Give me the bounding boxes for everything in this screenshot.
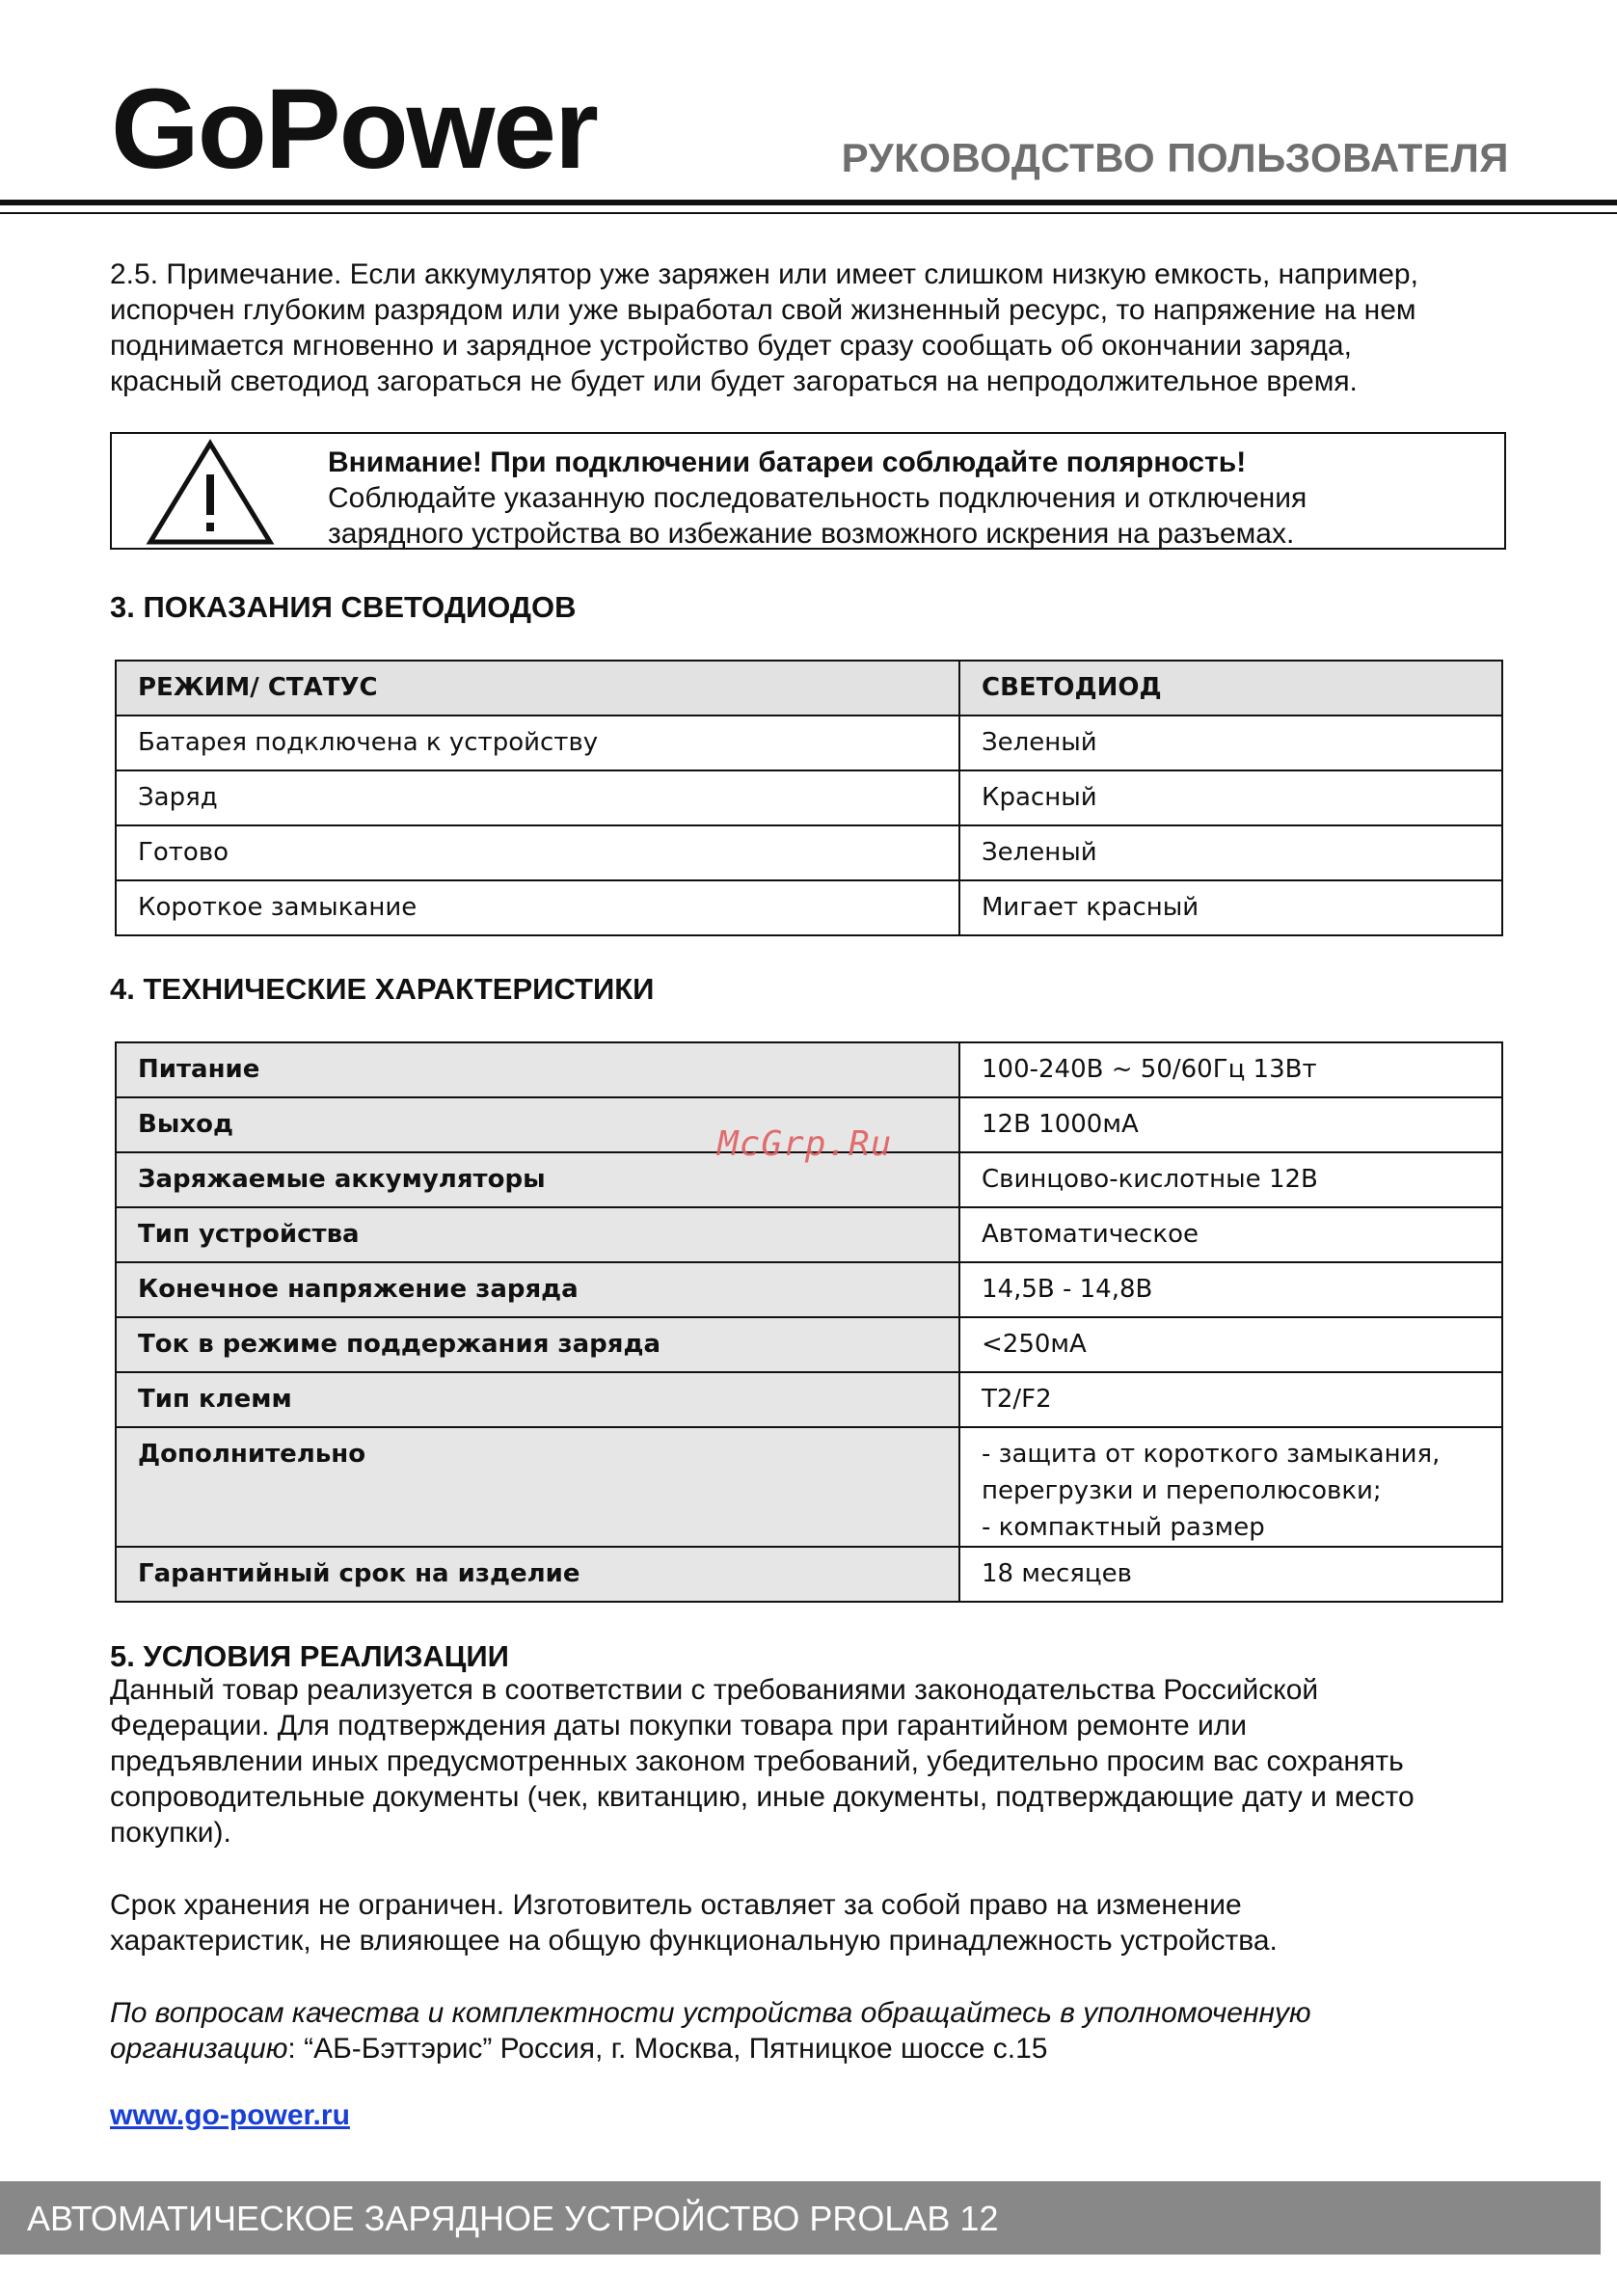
spec-label: Питание	[116, 1042, 959, 1097]
contact-address: : “АБ-Бэттэрис” Россия, г. Москва, Пятницкое шоссе с.15	[287, 2033, 1048, 2065]
table-cell: Готово	[116, 825, 959, 880]
spec-label: Дополнительно	[116, 1427, 959, 1547]
table-row	[116, 1262, 1502, 1317]
paragraph-line: характеристик, не влияющее на общую функциональную принадлежность устройства.	[110, 1925, 1278, 1957]
spec-value-line: - компактный размер	[982, 1513, 1265, 1542]
section-heading-sales: 5. УСЛОВИЯ РЕАЛИЗАЦИИ	[110, 1639, 509, 1673]
table-row	[116, 1427, 1502, 1547]
paragraph-line: покупки).	[110, 1817, 231, 1849]
note-paragraph	[110, 257, 1518, 399]
warning-line: зарядного устройства во избежание возможного искрения на разъемах.	[328, 518, 1295, 550]
storage-paragraph	[110, 1887, 1518, 1958]
spec-value	[959, 1427, 1502, 1547]
table-cell: Мигает красный	[959, 880, 1502, 935]
table-cell: Зеленый	[959, 825, 1502, 880]
spec-value: Свинцово-кислотные 12В	[959, 1152, 1502, 1207]
note-line: 2.5. Примечание. Если аккумулятор уже заряжен или имеет слишком низкую емкость, например,	[110, 258, 1418, 290]
contact-org-label: организацию	[110, 2033, 288, 2065]
note-line: красный светодиод загораться не будет или будет загораться на непродолжительное время.	[110, 365, 1358, 397]
spec-label: Гарантийный срок на изделие	[116, 1547, 959, 1602]
table-header-row	[116, 661, 1502, 716]
footer-bar	[0, 2181, 1601, 2255]
table-row	[116, 1207, 1502, 1262]
table-row	[116, 825, 1502, 880]
spec-value: 14,5В - 14,8В	[959, 1262, 1502, 1317]
table-cell: Красный	[959, 770, 1502, 825]
note-line: поднимается мгновенно и зарядное устройство будет сразу сообщать об окончании заряда,	[110, 330, 1352, 362]
table-row	[116, 1317, 1502, 1372]
footer-product-name: АВТОМАТИЧЕСКОЕ ЗАРЯДНОЕ УСТРОЙСТВО PROLAB 12	[27, 2199, 999, 2238]
section-heading-specs: 4. ТЕХНИЧЕСКИЕ ХАРАКТЕРИСТИКИ	[110, 972, 655, 1006]
table-cell: Заряд	[116, 770, 959, 825]
spec-value: 18 месяцев	[959, 1547, 1502, 1602]
logo-text: GoPower	[111, 79, 597, 185]
led-table	[115, 660, 1503, 936]
section-heading-leds: 3. ПОКАЗАНИЯ СВЕТОДИОДОВ	[110, 590, 577, 624]
table-cell: Батарея подключена к устройству	[116, 716, 959, 770]
note-line: испорчен глубоким разрядом или уже выработал свой жизненный ресурс, то напряжение на нем	[110, 294, 1416, 326]
spec-value: T2/F2	[959, 1372, 1502, 1427]
contact-paragraph	[110, 1995, 1518, 2066]
spec-label: Тип клемм	[116, 1372, 959, 1427]
table-cell: Зеленый	[959, 716, 1502, 770]
spec-label: Заряжаемые аккумуляторы	[116, 1152, 959, 1207]
paragraph-line: Федерации. Для подтверждения даты покупки товара при гарантийном ремонте или	[110, 1710, 1247, 1742]
warning-title: Внимание! При подключении батареи соблюдайте полярность!	[328, 446, 1247, 478]
contact-line: По вопросам качества и комплектности устройства обращайтесь в уполномоченную	[110, 1997, 1311, 2029]
contact-line	[110, 2031, 1518, 2066]
table-row	[116, 1372, 1502, 1427]
table-row	[116, 880, 1502, 935]
spec-label: Ток в режиме поддержания заряда	[116, 1317, 959, 1372]
warning-box	[110, 432, 1506, 550]
header-divider-thin	[0, 212, 1617, 214]
warning-text	[328, 445, 1307, 552]
spec-value: <250мА	[959, 1317, 1502, 1372]
spec-label: Конечное напряжение заряда	[116, 1262, 959, 1317]
table-row	[116, 770, 1502, 825]
column-header: СВЕТОДИОД	[959, 661, 1502, 716]
spec-label: Тип устройства	[116, 1207, 959, 1262]
paragraph-line: сопроводительные документы (чек, квитанцию, иные документы, подтверждающие дату и место	[110, 1781, 1415, 1813]
gopower-logo	[111, 79, 709, 185]
page-title: РУКОВОДСТВО ПОЛЬЗОВАТЕЛЯ	[841, 135, 1509, 180]
website-link[interactable]: www.go-power.ru	[110, 2099, 350, 2131]
table-cell: Короткое замыкание	[116, 880, 959, 935]
paragraph-line: предъявлении иных предусмотренных законом требований, убедительно просим вас сохранять	[110, 1745, 1404, 1777]
spec-value: 100-240В ~ 50/60Гц 13Вт	[959, 1042, 1502, 1097]
paragraph-line: Срок хранения не ограничен. Изготовитель оставляет за собой право на изменение	[110, 1889, 1242, 1921]
spec-value-line: перегрузки и переполюсовки;	[982, 1476, 1382, 1505]
spec-value: 12В 1000мА	[959, 1097, 1502, 1152]
spec-label: Выход	[116, 1097, 959, 1152]
spec-value: Автоматическое	[959, 1207, 1502, 1262]
paragraph-line: Данный товар реализуется в соответствии с требованиями законодательства Российской	[110, 1674, 1319, 1706]
table-row	[116, 716, 1502, 770]
sales-paragraph	[110, 1672, 1518, 1850]
warning-triangle-icon	[145, 438, 276, 548]
watermark: McGrp.Ru	[717, 1124, 893, 1164]
column-header: РЕЖИМ/ СТАТУС	[116, 661, 959, 716]
header-divider	[0, 200, 1617, 205]
warning-line: Соблюдайте указанную последовательность подключения и отключения	[328, 482, 1307, 514]
spec-value-line: - защита от короткого замыкания,	[982, 1440, 1441, 1469]
table-row	[116, 1042, 1502, 1097]
table-row	[116, 1547, 1502, 1602]
